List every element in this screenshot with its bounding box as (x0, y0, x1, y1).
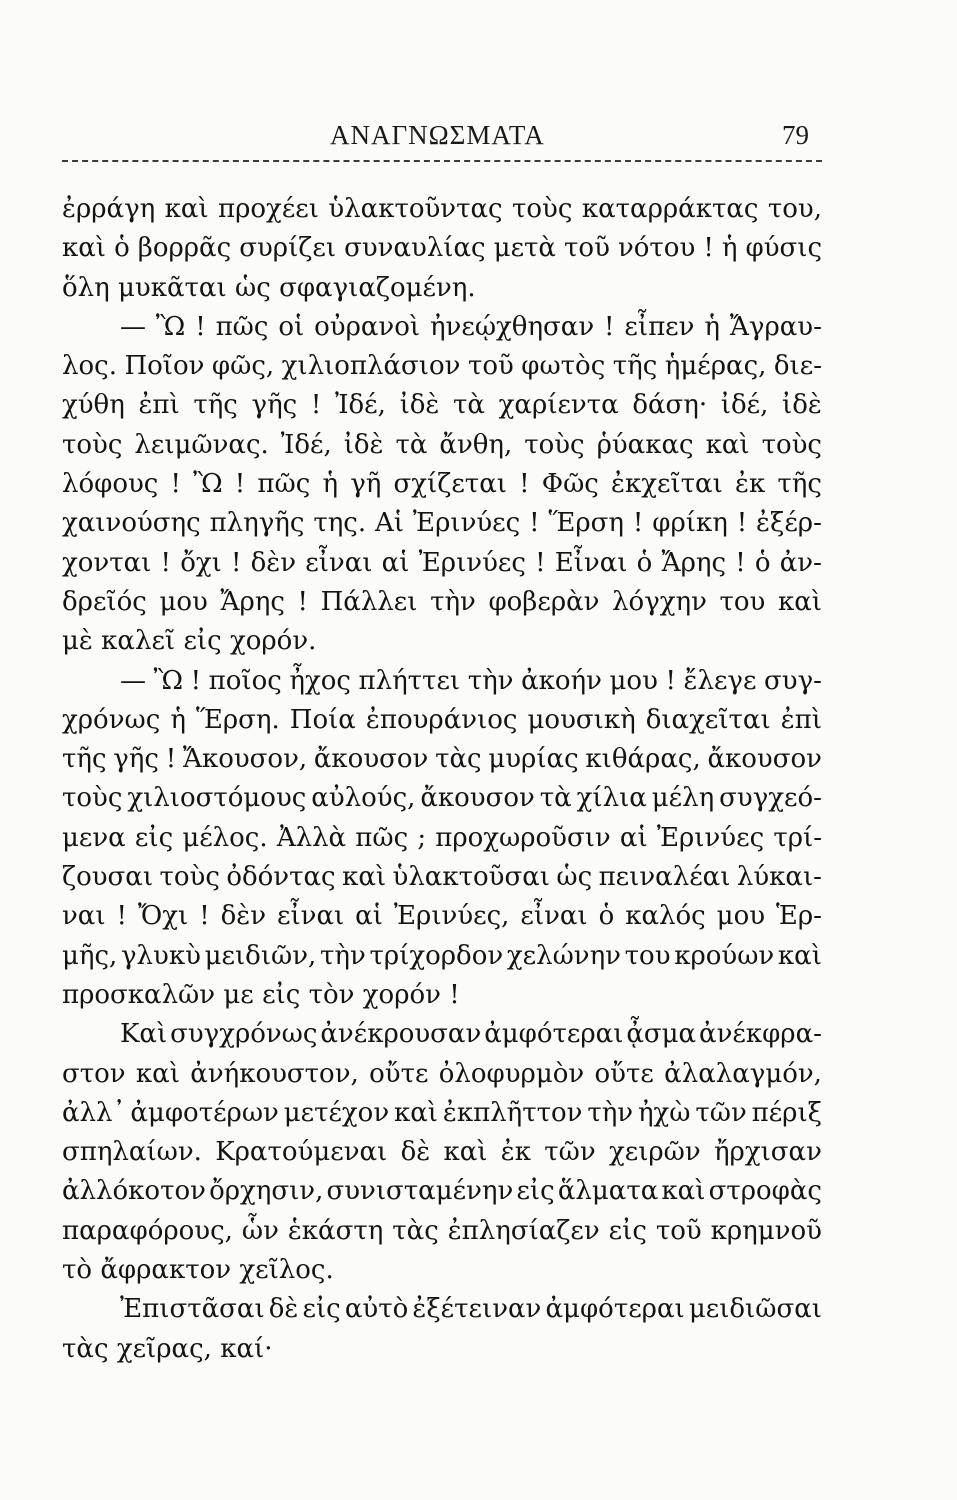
text-line: προσκαλῶν με εἰς τὸν χορόν ! (62, 979, 460, 1010)
text-line: τοὺς χιλιοστόμους αὐλούς, ἄκουσον τὰ χίλια μέλη συγχεό- (62, 783, 822, 814)
body-text (62, 190, 822, 1369)
text-line: ναι ! Ὄχι ! δὲν εἶναι αἱ Ἐρινύες, εἶναι ὁ καλός μου Ἑρ- (62, 901, 822, 932)
text-line: παραφόρους, ὧν ἑκάστη τὰς ἐπλησίαζεν εἰς τοῦ κρημνοῦ (62, 1215, 822, 1246)
text-line: τὸ ἄφρακτον χεῖλος. (62, 1255, 334, 1286)
running-title: ΑΝΑΓΝΩΣΜΑΤΑ (330, 120, 545, 150)
header-rule (62, 160, 822, 162)
text-line: χαινούσης πληγῆς της. Αἱ Ἐρινύες ! Ἕρση ! φρίκη ! ἐξέρ- (62, 508, 822, 539)
text-line: χύθη ἐπὶ τῆς γῆς ! Ἰδέ, ἰδὲ τὰ χαρίεντα δάση· ἰδέ, ἰδὲ (62, 390, 822, 421)
text-line: τοὺς λειμῶνας. Ἰδέ, ἰδὲ τὰ ἄνθη, τοὺς ῥύακας καὶ τοὺς (62, 429, 822, 460)
text-line: ἀλλόκοτον ὄρχησιν, συνισταμένην εἰς ἅλματα καὶ στροφὰς (62, 1176, 822, 1207)
text-line: μῆς, γλυκὺ μειδιῶν, τὴν τρίχορδον χελώνην του κρούων καὶ (62, 940, 822, 971)
text-line: Καὶ συγχρόνως ἀνέκρουσαν ἀμφότεραι ᾆσμα ἀνέκφρα- (120, 1019, 822, 1050)
text-line: Ἐπιστᾶσαι δὲ εἰς αὐτὸ ἐξέτειναν ἀμφότεραι μειδιῶσαι (120, 1294, 822, 1325)
text-line: δρεῖός μου Ἄρης ! Πάλλει τὴν φοβερὰν λόγχην του καὶ (62, 586, 822, 617)
text-line: λόφους ! Ὢ ! πῶς ἡ γῆ σχίζεται ! Φῶς ἐκχεῖται ἐκ τῆς (62, 469, 822, 500)
text-line: καὶ ὁ βορρᾶς συρίζει συναυλίας μετὰ τοῦ νότου ! ἡ φύσις (62, 233, 822, 264)
text-line: χρόνως ἡ Ἕρση. Ποία ἐπουράνιος μουσικὴ διαχεῖται ἐπὶ (62, 704, 822, 735)
text-line: σπηλαίων. Κρατούμεναι δὲ καὶ ἐκ τῶν χειρῶν ἤρχισαν (62, 1137, 822, 1168)
page-number: 79 (782, 120, 809, 150)
text-line: μενα εἰς μέλος. Ἀλλὰ πῶς ; προχωροῦσιν αἱ Ἐρινύες τρί- (62, 822, 822, 853)
text-line: ἀλλ᾽ ἀμφοτέρων μετέχον καὶ ἐκπλῆττον τὴν ἠχὼ τῶν πέριξ (62, 1097, 822, 1128)
text-line: τῆς γῆς ! Ἄκουσον, ἄκουσον τὰς μυρίας κιθάρας, ἄκουσον (62, 744, 822, 775)
text-line: χονται ! ὄχι ! δὲν εἶναι αἱ Ἐρινύες ! Εἶναι ὁ Ἄρης ! ὁ ἀν- (62, 547, 822, 578)
text-line: λος. Ποῖον φῶς, χιλιοπλάσιον τοῦ φωτὸς τῆς ἡμέρας, διε- (62, 351, 822, 382)
text-line: ἐρράγη καὶ προχέει ὑλακτοῦντας τοὺς καταρράκτας του, (62, 194, 822, 224)
text-line: στον καὶ ἀνήκουστον, οὔτε ὀλοφυρμὸν οὔτε ἀλαλαγμόν, (62, 1058, 822, 1089)
text-line: ὅλη μυκᾶται ὡς σφαγιαζομένη. (62, 272, 476, 303)
text-line: τὰς χεῖρας, καί· (62, 1333, 273, 1364)
text-line: — Ὢ ! ποῖος ἦχος πλήττει τὴν ἀκοήν μου ! ἔλεγε συγ- (120, 665, 822, 696)
text-line: — Ὢ ! πῶς οἱ οὐρανοὶ ἠνεῴχθησαν ! εἶπεν ἡ Ἄγραυ- (120, 311, 822, 342)
text-line: ζουσαι τοὺς ὀδόντας καὶ ὑλακτοῦσαι ὡς πειναλέαι λύκαι- (62, 862, 822, 893)
text-line: μὲ καλεῖ εἰς χορόν. (62, 626, 317, 657)
